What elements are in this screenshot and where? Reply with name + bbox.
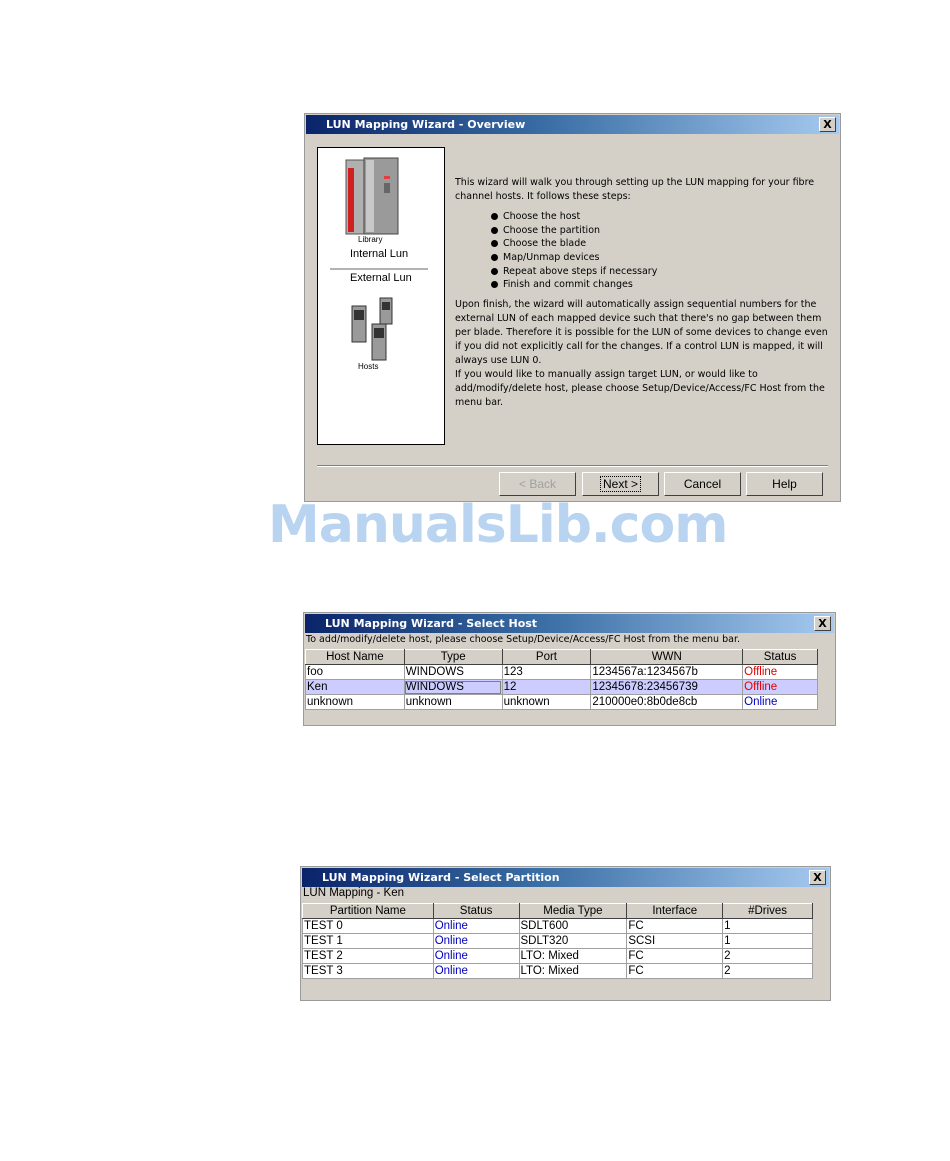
select-partition-window: [300, 866, 831, 1001]
steps-list: [491, 210, 833, 292]
status-cell[interactable]: Online: [433, 934, 519, 949]
type-cell[interactable]: unknown: [404, 695, 502, 710]
drives-cell[interactable]: 1: [723, 934, 813, 949]
column-header[interactable]: WWN: [591, 650, 743, 665]
status-cell[interactable]: Offline: [743, 665, 818, 680]
bullet-icon: [491, 213, 498, 220]
table-row[interactable]: [306, 665, 818, 680]
table-row[interactable]: [303, 949, 813, 964]
column-header[interactable]: Status: [743, 650, 818, 665]
bullet-icon: [491, 281, 498, 288]
hosts-icon: [352, 298, 392, 360]
help-button[interactable]: Help: [746, 472, 823, 496]
button-separator: [317, 465, 828, 467]
overview-title: LUN Mapping Wizard - Overview: [326, 118, 526, 131]
select-host-titlebar[interactable]: [305, 614, 834, 633]
close-icon[interactable]: X: [809, 870, 826, 885]
media-type-cell[interactable]: LTO: Mixed: [519, 964, 627, 979]
column-header[interactable]: Status: [433, 904, 519, 919]
column-header[interactable]: Interface: [627, 904, 723, 919]
interface-cell[interactable]: SCSI: [627, 934, 723, 949]
media-type-cell[interactable]: SDLT320: [519, 934, 627, 949]
wwn-cell[interactable]: 210000e0:8b0de8cb: [591, 695, 743, 710]
port-cell[interactable]: 123: [502, 665, 591, 680]
back-button[interactable]: < Back: [499, 472, 576, 496]
overview-titlebar[interactable]: [306, 115, 839, 134]
lun-diagram-graphic: [318, 148, 444, 444]
media-type-cell[interactable]: LTO: Mixed: [519, 949, 627, 964]
host-name-cell[interactable]: foo: [306, 665, 405, 680]
drives-cell[interactable]: 1: [723, 919, 813, 934]
status-cell[interactable]: Online: [433, 949, 519, 964]
interface-cell[interactable]: FC: [627, 919, 723, 934]
status-cell[interactable]: Offline: [743, 680, 818, 695]
table-header: [303, 904, 813, 919]
close-icon[interactable]: X: [819, 117, 836, 132]
column-header[interactable]: Host Name: [306, 650, 405, 665]
list-item: Finish and commit changes: [491, 278, 833, 292]
status-cell[interactable]: Online: [743, 695, 818, 710]
column-header[interactable]: Media Type: [519, 904, 627, 919]
table-row[interactable]: [303, 934, 813, 949]
list-item: Choose the blade: [491, 237, 833, 251]
close-icon[interactable]: X: [814, 616, 831, 631]
finish-text: Upon finish, the wizard will automatically assign sequential numbers for the external LUN of each mapped device such that there's no gap between them per blade. Therefore it is possible for the LUN of some devices to change even if you did not explicitly call for the changes. If a control LUN is mapped, it will always use LUN 0.: [455, 299, 828, 367]
manual-assign-text: If you would like to manually assign target LUN, or would like to add/modify/delete host, please choose Setup/Device/Access/FC Host from the menu bar.: [455, 369, 825, 409]
select-host-window: [303, 612, 836, 726]
partition-name-cell[interactable]: TEST 2: [303, 949, 434, 964]
list-item: Repeat above steps if necessary: [491, 265, 833, 279]
library-label: Library: [358, 235, 383, 244]
interface-cell[interactable]: FC: [627, 949, 723, 964]
partition-table: [302, 903, 813, 979]
overview-window: [304, 113, 841, 502]
external-lun-label: External Lun: [350, 272, 412, 284]
overview-text: [455, 176, 833, 410]
hosts-label: Hosts: [358, 362, 379, 371]
partition-name-cell[interactable]: TEST 0: [303, 919, 434, 934]
wwn-cell[interactable]: 12345678:23456739: [591, 680, 743, 695]
table-header: [306, 650, 818, 665]
wwn-cell[interactable]: 1234567a:1234567b: [591, 665, 743, 680]
status-cell[interactable]: Online: [433, 964, 519, 979]
type-cell[interactable]: WINDOWS: [404, 665, 502, 680]
status-cell[interactable]: Online: [433, 919, 519, 934]
lun-diagram: [317, 147, 445, 445]
host-name-cell[interactable]: unknown: [306, 695, 405, 710]
table-row-selected[interactable]: [306, 680, 818, 695]
table-row[interactable]: [303, 964, 813, 979]
host-name-cell[interactable]: Ken: [306, 680, 405, 695]
table-row[interactable]: [306, 695, 818, 710]
column-header[interactable]: Port: [502, 650, 591, 665]
port-cell[interactable]: 12: [502, 680, 591, 695]
bullet-icon: [491, 254, 498, 261]
internal-lun-label: Internal Lun: [350, 248, 409, 260]
list-item: Map/Unmap devices: [491, 251, 833, 265]
partition-name-cell[interactable]: TEST 1: [303, 934, 434, 949]
type-cell[interactable]: WINDOWS: [404, 680, 502, 695]
interface-cell[interactable]: FC: [627, 964, 723, 979]
cancel-button[interactable]: Cancel: [664, 472, 741, 496]
bullet-icon: [491, 268, 498, 275]
column-header[interactable]: Partition Name: [303, 904, 434, 919]
select-partition-title: LUN Mapping Wizard - Select Partition: [322, 871, 560, 884]
select-partition-titlebar[interactable]: [302, 868, 829, 887]
partition-subtitle: LUN Mapping - Ken: [303, 887, 404, 899]
next-button[interactable]: Next >: [582, 472, 659, 496]
drives-cell[interactable]: 2: [723, 949, 813, 964]
bullet-icon: [491, 240, 498, 247]
list-item: Choose the host: [491, 210, 833, 224]
drives-cell[interactable]: 2: [723, 964, 813, 979]
port-cell[interactable]: unknown: [502, 695, 591, 710]
column-header[interactable]: Type: [404, 650, 502, 665]
partition-name-cell[interactable]: TEST 3: [303, 964, 434, 979]
list-item: Choose the partition: [491, 224, 833, 238]
intro-text: This wizard will walk you through setting up the LUN mapping for your fibre channel hosts. It follows these steps:: [455, 177, 815, 202]
host-note: To add/modify/delete host, please choose Setup/Device/Access/FC Host from the menu bar.: [306, 634, 741, 645]
media-type-cell[interactable]: SDLT600: [519, 919, 627, 934]
table-row[interactable]: [303, 919, 813, 934]
watermark: ManualsLib.com: [268, 495, 728, 555]
library-icon: [346, 158, 398, 234]
bullet-icon: [491, 227, 498, 234]
column-header[interactable]: #Drives: [723, 904, 813, 919]
select-host-title: LUN Mapping Wizard - Select Host: [325, 617, 538, 630]
host-table: [305, 649, 818, 710]
